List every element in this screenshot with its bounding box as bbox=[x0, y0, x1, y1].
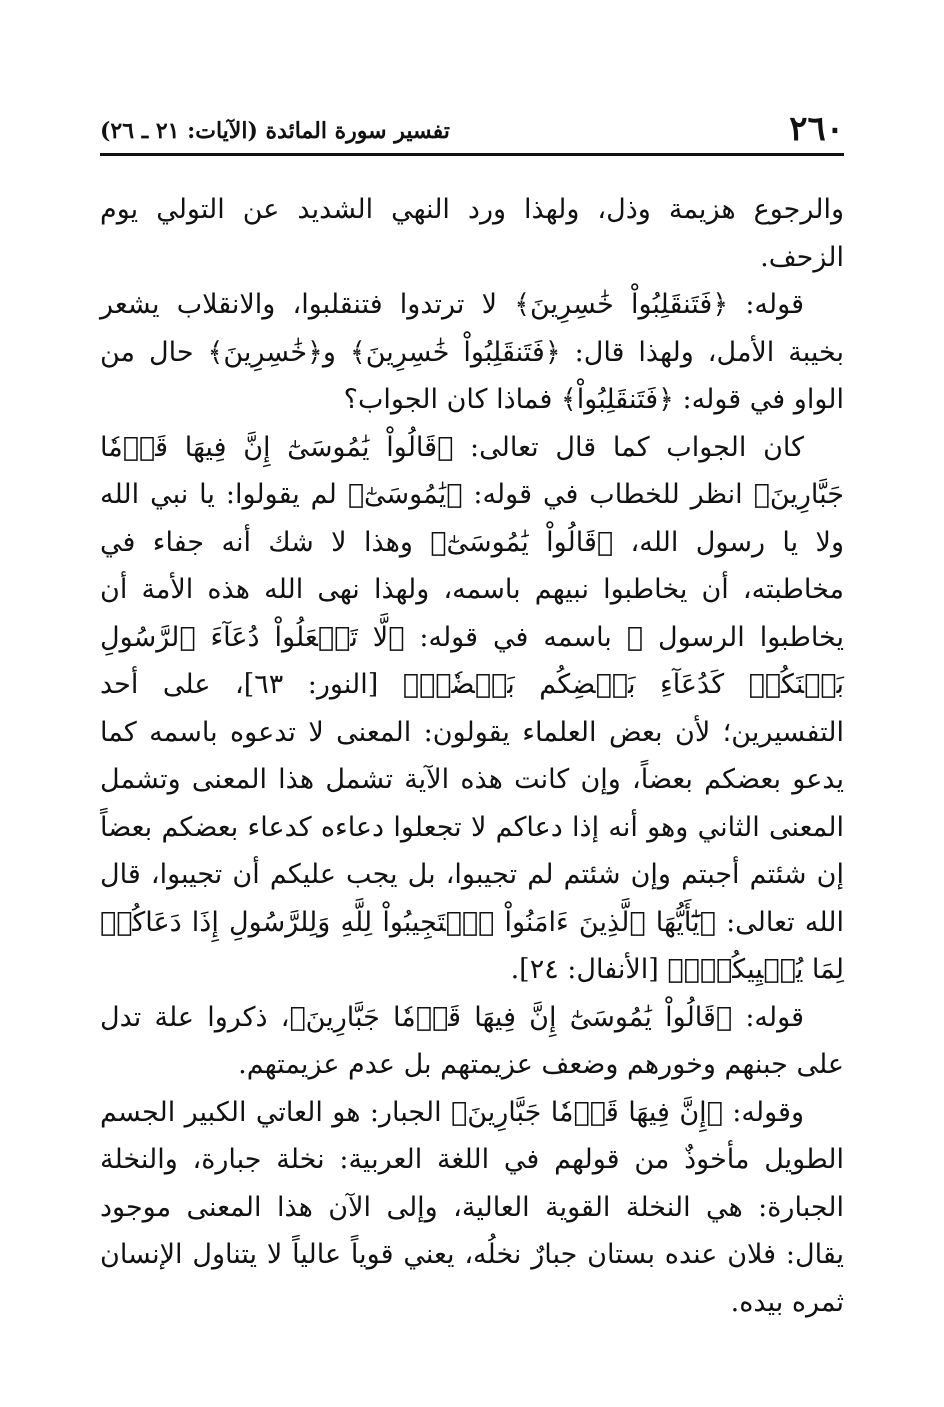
page-body bbox=[100, 186, 844, 1326]
running-title: تفسير سورة المائدة (الآيات: ٢١ ـ ٢٦) bbox=[100, 118, 450, 144]
page-number: ٢٦٠ bbox=[789, 109, 844, 149]
paragraph: قوله: ﴿فَتَنقَلِبُواْ خَٰسِرِينَ﴾ لا ترتدوا فتنقلبوا، والانقلاب يشعر بخيبة الأمل، ولهذا قال: ﴿فَتَنقَلِبُواْ خَٰسِرِينَ﴾ و﴿خَٰسِرِينَ﴾ حال من الواو في قوله: ﴿فَتَنقَلِبُواْ﴾ فماذا كان الجواب؟ bbox=[100, 289, 844, 415]
paragraph: كان الجواب كما قال تعالى: ﴿قَالُواْ يَٰمُوسَىٰٓ إِنَّ فِيهَا قَوۡمٗا جَبَّارِينَ﴾ انظر للخطاب في قوله: ﴿يَٰمُوسَىٰٓ﴾ لم يقولوا: يا نبي الله ولا يا رسول الله، ﴿قَالُواْ يَٰمُوسَىٰٓ﴾ وهذا لا شك أنه جفاء في مخاطبته، أن يخاطبوا نبيهم باسمه، ولهذا نهى الله هذه الأمة أن يخاطبوا الرسول ﷺ باسمه في قوله: ﴿لَّا تَجۡعَلُواْ دُعَآءَ ٱلرَّسُولِ بَيۡنَكُمۡ كَدُعَآءِ بَعۡضِكُم بَعۡضٗاۚ﴾ [النور: ٦٣]، على أحد التفسيرين؛ لأن بعض العلماء يقولون: المعنى لا تدعوه باسمه كما يدعو بعضكم بعضاً، وإن كانت هذه الآية تشمل هذا المعنى وتشمل المعنى الثاني وهو أنه إذا دعاكم لا تجعلوا دعاءه كدعاء بعضكم بعضاً إن شئتم أجبتم وإن شئتم لم تجيبوا، بل يجب عليكم أن تجيبوا، قال الله تعالى: ﴿يَٰٓأَيُّهَا ٱلَّذِينَ ءَامَنُواْ ٱسۡتَجِيبُواْ لِلَّهِ وَلِلرَّسُولِ إِذَا دَعَاكُمۡ لِمَا يُحۡيِيكُمۡۖ﴾ [الأنفال: ٢٤]. bbox=[100, 431, 844, 985]
page-header bbox=[100, 104, 844, 156]
header-rule bbox=[100, 153, 844, 156]
paragraph: قوله: ﴿قَالُواْ يَٰمُوسَىٰٓ إِنَّ فِيهَا قَوۡمٗا جَبَّارِينَ﴾، ذكروا علة تدل على جبنهم وخورهم وضعف عزيمتهم بل عدم عزيمتهم. bbox=[100, 1001, 844, 1080]
paragraph: وقوله: ﴿إِنَّ فِيهَا قَوۡمٗا جَبَّارِينَ﴾ الجبار: هو العاتي الكبير الجسم الطويل مأخوذٌ من قولهم في اللغة العربية: نخلة جبارة، والنخلة الجبارة: هي النخلة القوية العالية، وإلى الآن هذا المعنى موجود يقال: فلان عنده بستان جبارٌ نخلُه، يعني قوياً عالياً لا يتناول الإنسان ثمره بيده. bbox=[100, 1096, 844, 1318]
paragraph: والرجوع هزيمة وذل، ولهذا ورد النهي الشديد عن التولي يوم الزحف. bbox=[100, 194, 844, 273]
